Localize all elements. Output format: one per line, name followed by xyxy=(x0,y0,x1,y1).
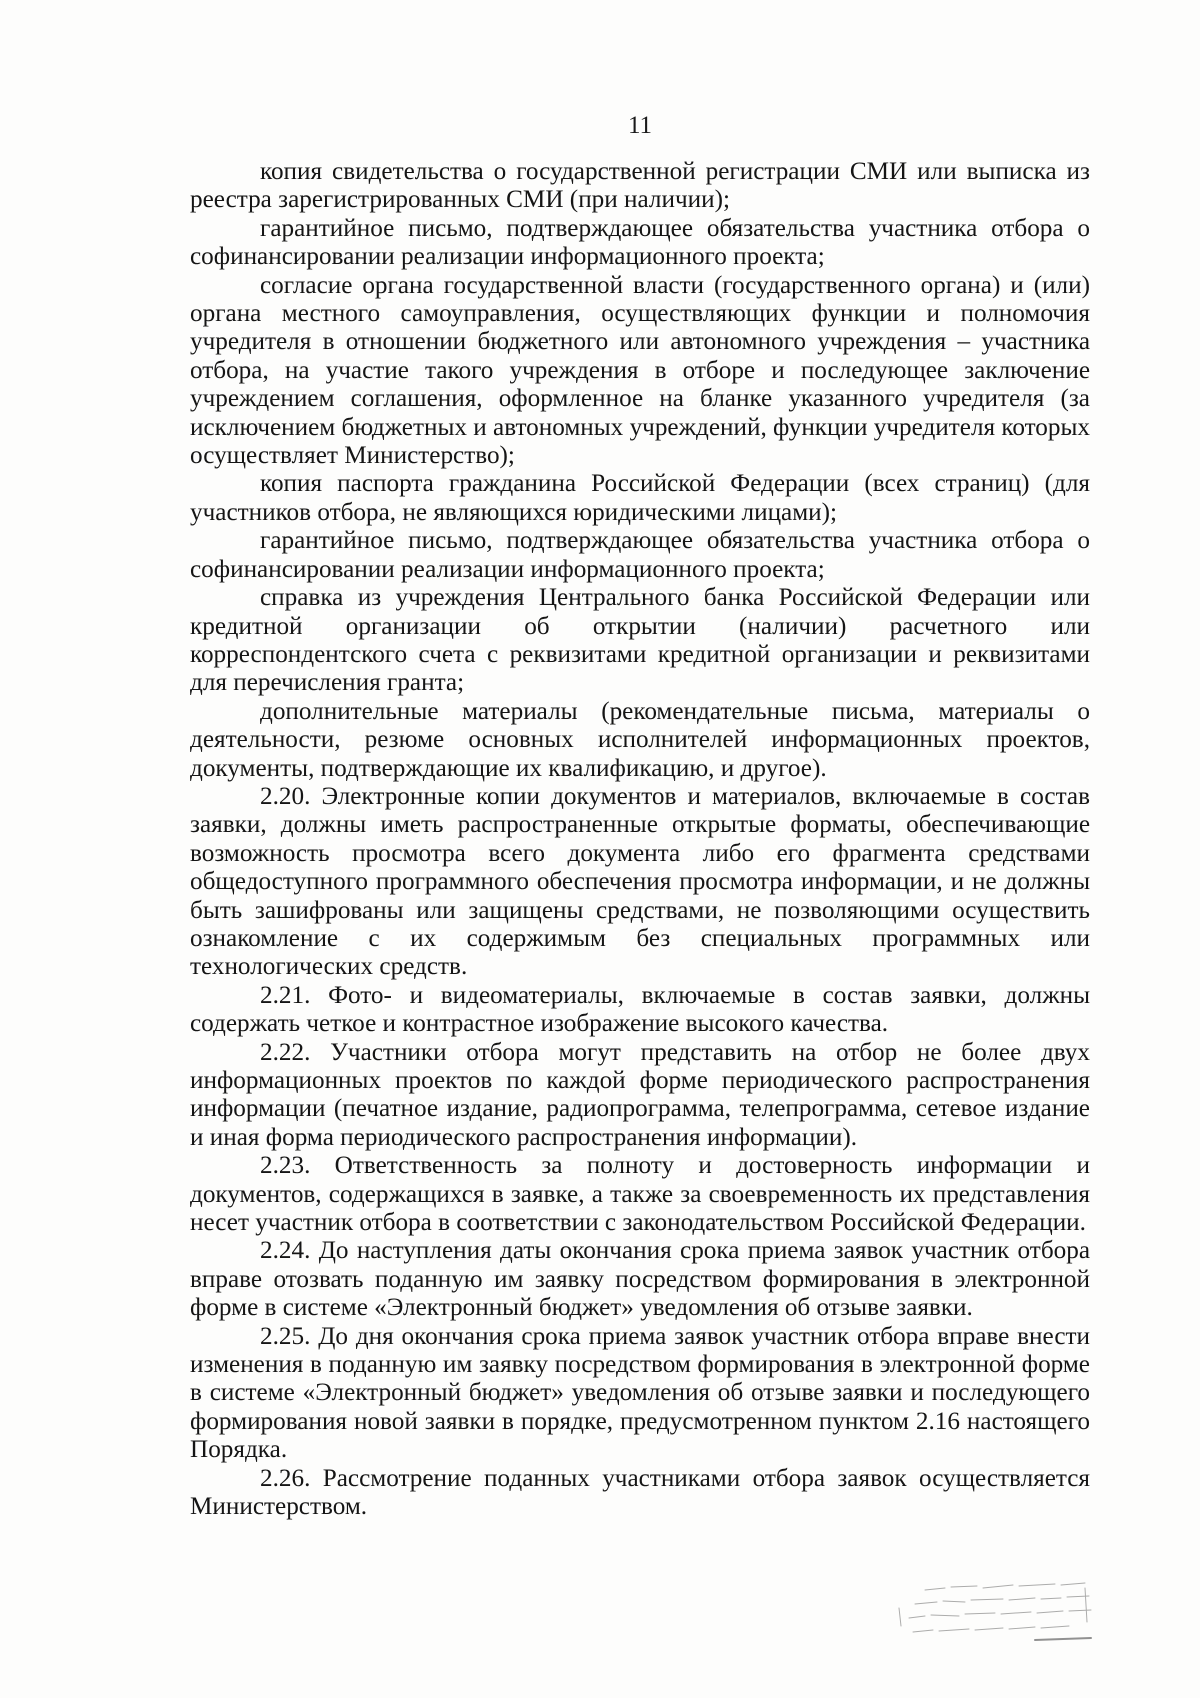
paragraph: дополнительные материалы (рекомендательные письма, материалы о деятельности, резюме основных исполнителей информационных проектов, документы, подтверждающие их квалификацию, и другое). xyxy=(190,697,1090,782)
paragraph: копия паспорта гражданина Российской Федерации (всех страниц) (для участников отбора, не являющихся юридическими лицами); xyxy=(190,470,1090,526)
paragraph-2-21: 2.21. Фото- и видеоматериалы, включаемые в состав заявки, должны содержать четкое и контрастное изображение высокого качества. xyxy=(190,981,1090,1038)
paragraph-2-22: 2.22. Участники отбора могут представить на отбор не более двух информационных проектов по каждой форме периодического распространения информации (печатное издание, радиопрограмма, телепрограмма, сетевое издание и иная форма периодического распространения информации). xyxy=(190,1038,1090,1151)
paragraph: согласие органа государственной власти (государственного органа) и (или) органа местного самоуправления, осуществляющих функции и полномочия учредителя в отношении бюджетного или автономного учреждения – участника отбора, на участие такого учреждения в отборе и последующее заключение учреждением соглашения, оформленное на бланке указанного учредителя (за исключением бюджетных и автономных учреждений, функции учредителя которых осуществляет Министерство); xyxy=(190,271,1091,470)
page-number: 11 xyxy=(627,112,653,139)
stamp-scribble-icon xyxy=(885,1578,1095,1650)
paragraph: гарантийное письмо, подтверждающее обязательства участника отбора о софинансировании реализации информационного проекта; xyxy=(190,527,1090,583)
paragraph: гарантийное письмо, подтверждающее обязательства участника отбора о софинансировании реализации информационного проекта; xyxy=(190,214,1090,271)
paragraph-2-20: 2.20. Электронные копии документов и материалов, включаемые в состав заявки, должны иметь распространенные открытые форматы, обеспечивающие возможность просмотра всего документа либо его фрагмента средствами общедоступного программного обеспечения просмотра информации, и не должны быть зашифрованы или защищены средствами, не позволяющими осуществить ознакомление с их содержимым без специальных программных или технологических средств. xyxy=(190,782,1090,981)
paragraph-2-23: 2.23. Ответственность за полноту и достоверность информации и документов, содержащихся в заявке, а также за своевременность их представления несет участник отбора в соответствии с законодательством Российской Федерации. xyxy=(190,1152,1090,1237)
paragraph: копия свидетельства о государственной регистрации СМИ или выписка из реестра зарегистрированных СМИ (при наличии); xyxy=(190,158,1090,214)
paragraph: справка из учреждения Центрального банка Российской Федерации или кредитной организации об открытии (наличии) расчетного или корреспондентского счета с реквизитами кредитной организации и реквизитами для перечисления гранта; xyxy=(190,584,1090,697)
paragraph-2-24: 2.24. До наступления даты окончания срока приема заявок участник отбора вправе отозвать поданную им заявку посредством формирования в электронной форме в системе «Электронный бюджет» уведомления об отзыве заявки. xyxy=(190,1237,1090,1322)
paragraph-2-25: 2.25. До дня окончания срока приема заявок участник отбора вправе внести изменения в поданную им заявку посредством формирования в электронной форме в системе «Электронный бюджет» уведомления об отзыве заявки и последующего формирования новой заявки в порядке, предусмотренном пунктом 2.16 настоящего Порядка. xyxy=(190,1322,1090,1464)
paragraph-2-26: 2.26. Рассмотрение поданных участниками отбора заявок осуществляется Министерством. xyxy=(190,1464,1090,1521)
document-body xyxy=(190,158,1090,1522)
faded-stamp-mark xyxy=(885,1578,1095,1650)
